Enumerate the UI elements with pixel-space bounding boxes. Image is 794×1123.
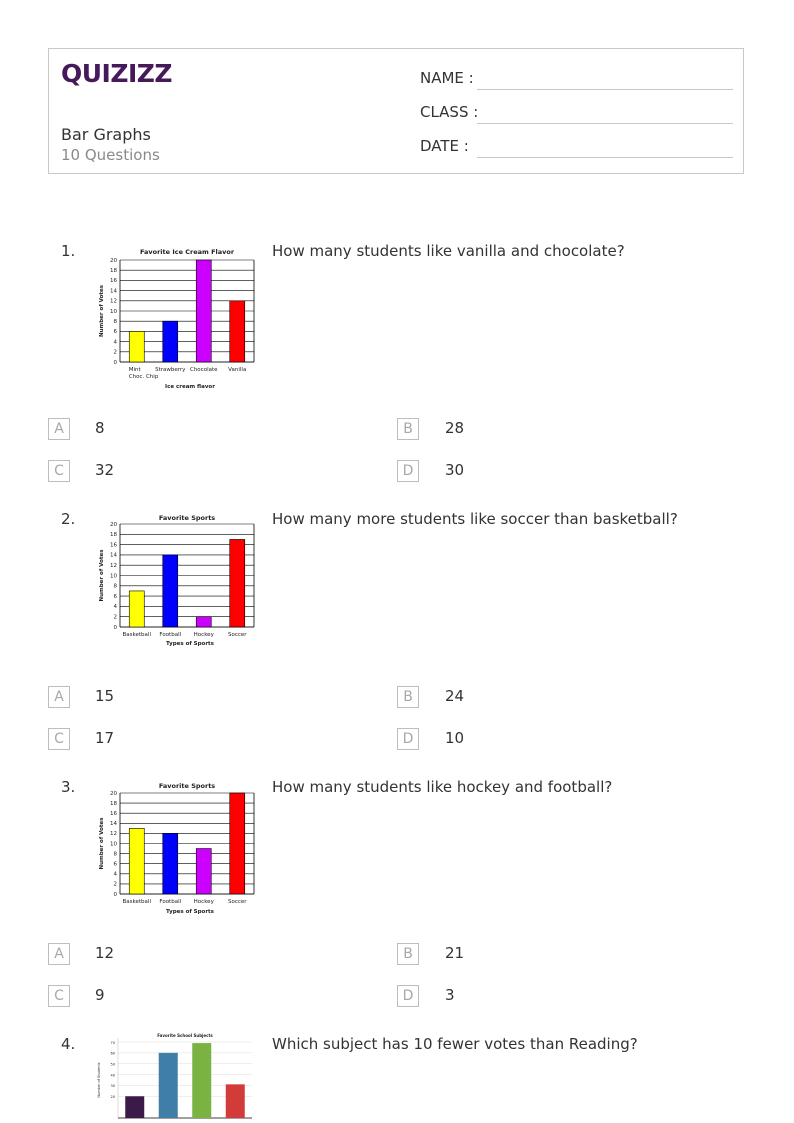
y-tick-label: 6 — [113, 329, 117, 336]
y-tick-label: 2 — [113, 349, 117, 356]
bar-chart — [90, 779, 265, 921]
x-axis-label: Types of Sports — [166, 909, 214, 915]
y-tick-label: 6 — [113, 593, 117, 600]
option-letter[interactable]: C — [48, 460, 70, 482]
x-tick-label: Soccer — [227, 632, 247, 638]
date-label: DATE : — [420, 137, 469, 155]
option-value: 15 — [95, 687, 115, 705]
class-label: CLASS : — [420, 103, 479, 121]
worksheet-header — [48, 48, 744, 174]
bar — [226, 1084, 245, 1118]
y-tick-label: 18 — [110, 268, 117, 274]
y-tick-label: 10 — [110, 573, 117, 580]
question-number: 1. — [61, 242, 76, 260]
option-letter[interactable]: A — [48, 418, 70, 440]
bar — [129, 591, 144, 627]
x-tick-label: Football — [159, 899, 182, 905]
option-letter[interactable]: B — [397, 943, 419, 965]
bar — [163, 555, 178, 627]
chart-title: Favorite School Subjects — [157, 1033, 213, 1038]
option-value: 3 — [445, 986, 455, 1004]
option-letter[interactable]: C — [48, 985, 70, 1007]
y-tick-label: 12 — [110, 563, 117, 569]
chart-title: Favorite Ice Cream Flavor — [139, 248, 235, 256]
x-axis-label: Types of Sports — [166, 641, 214, 647]
y-tick-label: 10 — [110, 308, 117, 315]
option-letter[interactable]: A — [48, 686, 70, 708]
y-tick-label: 50 — [110, 1062, 115, 1067]
y-tick-label: 6 — [113, 861, 117, 868]
option-value: 21 — [445, 944, 465, 962]
question-text: How many students like vanilla and chocolate? — [272, 242, 625, 260]
y-tick-label: 2 — [113, 881, 117, 888]
y-tick-label: 14 — [110, 288, 117, 295]
x-tick-label: Mint — [128, 367, 141, 373]
x-tick-label: Hockey — [193, 899, 214, 905]
option-letter[interactable]: D — [397, 728, 419, 750]
x-tick-label: Strawberry — [155, 367, 186, 373]
x-tick-label: Basketball — [122, 632, 151, 638]
option-value: 8 — [95, 419, 105, 437]
class-line[interactable] — [477, 123, 733, 124]
y-tick-label: 4 — [113, 871, 117, 878]
y-tick-label: 8 — [113, 319, 117, 325]
name-line[interactable] — [477, 89, 733, 90]
option-value: 28 — [445, 419, 465, 437]
option-letter[interactable]: A — [48, 943, 70, 965]
option-value: 32 — [95, 461, 115, 479]
y-tick-label: 20 — [110, 1095, 115, 1100]
option-value: 17 — [95, 729, 115, 747]
y-tick-label: 20 — [110, 257, 117, 264]
question-text: How many more students like soccer than basketball? — [272, 510, 678, 528]
option-value: 24 — [445, 687, 465, 705]
option-value: 30 — [445, 461, 465, 479]
x-tick-label: Chocolate — [189, 367, 218, 373]
bar — [196, 617, 211, 627]
question-text: How many students like hockey and football? — [272, 778, 613, 796]
bar-chart — [90, 1030, 265, 1123]
bar-chart — [90, 244, 265, 396]
y-tick-label: 30 — [110, 1084, 115, 1089]
bar — [196, 260, 211, 362]
bar — [159, 1053, 178, 1118]
option-letter[interactable]: D — [397, 460, 419, 482]
bar — [129, 331, 144, 362]
y-axis-label: Number of Votes — [99, 817, 105, 870]
x-tick-label: Football — [159, 632, 182, 638]
question-count: 10 Questions — [61, 146, 160, 164]
bar — [196, 849, 211, 894]
option-letter[interactable]: B — [397, 686, 419, 708]
option-value: 9 — [95, 986, 105, 1004]
y-tick-label: 18 — [110, 800, 117, 807]
bar — [230, 301, 245, 362]
x-tick-label: Soccer — [227, 899, 247, 905]
bar — [129, 828, 144, 894]
y-tick-label: 8 — [113, 583, 117, 590]
y-tick-label: 40 — [110, 1073, 115, 1078]
y-tick-label: 12 — [110, 298, 117, 305]
chart-title: Favorite Sports — [158, 782, 216, 790]
y-tick-label: 4 — [113, 339, 117, 346]
y-tick-label: 14 — [110, 552, 117, 559]
x-tick-label: Basketball — [122, 899, 151, 905]
y-tick-label: 0 — [113, 891, 117, 898]
y-tick-label: 12 — [110, 831, 117, 838]
question-text: Which subject has 10 fewer votes than Reading? — [272, 1035, 638, 1053]
option-letter[interactable]: D — [397, 985, 419, 1007]
bar-chart — [90, 511, 265, 653]
worksheet-title: Bar Graphs — [61, 125, 151, 144]
x-tick-label: Choc. Chip — [128, 374, 159, 380]
y-tick-label: 4 — [113, 604, 117, 611]
x-tick-label: Hockey — [193, 632, 214, 638]
option-letter[interactable]: C — [48, 728, 70, 750]
bar — [163, 833, 178, 894]
y-tick-label: 8 — [113, 851, 117, 858]
y-axis-label: Number of Students — [97, 1062, 101, 1098]
option-letter[interactable]: B — [397, 418, 419, 440]
y-axis-label: Number of Votes — [99, 285, 105, 337]
option-value: 12 — [95, 944, 115, 962]
y-tick-label: 16 — [110, 811, 117, 817]
name-label: NAME : — [420, 69, 474, 87]
question-number: 3. — [61, 778, 76, 796]
option-value: 10 — [445, 729, 465, 747]
x-axis-label: Ice cream flavor — [165, 384, 215, 390]
y-tick-label: 20 — [110, 790, 117, 797]
bar — [192, 1043, 211, 1118]
chart-title: Favorite Sports — [158, 514, 216, 522]
y-tick-label: 20 — [110, 521, 117, 528]
y-tick-label: 16 — [110, 278, 117, 285]
bar — [163, 321, 178, 362]
date-line[interactable] — [477, 157, 733, 158]
y-tick-label: 0 — [113, 359, 117, 366]
quizizz-logo: QUIZIZZ — [61, 59, 173, 88]
y-tick-label: 2 — [113, 614, 117, 621]
y-tick-label: 70 — [110, 1040, 115, 1045]
y-tick-label: 14 — [110, 821, 117, 828]
y-tick-label: 60 — [110, 1051, 115, 1056]
y-axis-label: Number of Votes — [99, 549, 105, 602]
bar — [125, 1096, 144, 1118]
bar — [230, 793, 245, 894]
question-number: 4. — [61, 1035, 76, 1053]
y-tick-label: 18 — [110, 532, 117, 539]
question-number: 2. — [61, 510, 76, 528]
bar — [230, 539, 245, 627]
y-tick-label: 10 — [110, 841, 117, 848]
y-tick-label: 0 — [113, 624, 117, 631]
y-tick-label: 16 — [110, 542, 117, 549]
x-tick-label: Vanilla — [228, 367, 247, 373]
